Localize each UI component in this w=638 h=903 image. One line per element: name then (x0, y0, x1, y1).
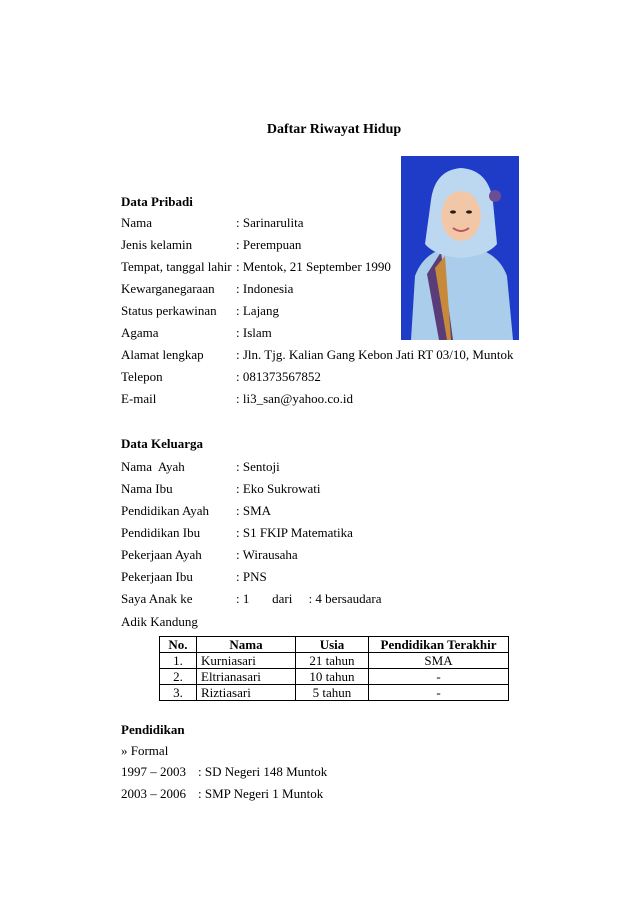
table-header-cell: Pendidikan Terakhir (369, 637, 509, 653)
page-title: Daftar Riwayat Hidup (266, 122, 402, 137)
row-label: Jenis kelamin (121, 237, 193, 252)
table-row (160, 653, 509, 669)
table-cell: 1. (160, 653, 197, 669)
row-label: Status perkawinan (121, 303, 217, 318)
table-cell: Kurniasari (197, 653, 296, 669)
row-label: Pekerjaan Ibu (121, 569, 193, 584)
table-cell: 2. (160, 669, 197, 685)
education-school: : SD Negeri 148 Muntok (198, 764, 328, 779)
row-label: Pendidikan Ibu (121, 525, 201, 540)
row-value: : Mentok, 21 September 1990 (236, 259, 391, 274)
row-label: Nama Ibu (121, 481, 173, 496)
table-cell: 10 tahun (296, 669, 369, 685)
table-cell: 21 tahun (296, 653, 369, 669)
table-cell: 3. (160, 685, 197, 701)
table-row (160, 669, 509, 685)
row-value: : Eko Sukrowati (236, 481, 321, 496)
row-label: Pendidikan Ayah (121, 503, 209, 518)
row-value: : 081373567852 (236, 369, 321, 384)
row-label: Nama (121, 215, 153, 230)
education-years: 2003 – 2006 (121, 786, 186, 801)
row-label: Alamat lengkap (121, 347, 204, 362)
row-value: : Jln. Tjg. Kalian Gang Kebon Jati RT 03/10, Muntok (236, 347, 514, 362)
pendidikan-formal-label: » Formal (121, 743, 169, 758)
siblings-table (159, 636, 509, 701)
row-value: : Sentoji (236, 459, 280, 474)
row-value: : SMA (236, 503, 272, 518)
row-value: : 1 dari : 4 bersaudara (236, 591, 382, 606)
table-cell: - (369, 669, 509, 685)
row-label: Tempat, tanggal lahir (121, 259, 232, 274)
table-header-cell: No. (160, 637, 197, 653)
row-value: : Wirausaha (236, 547, 298, 562)
table-cell: SMA (369, 653, 509, 669)
row-label: Saya Anak ke (121, 591, 193, 606)
table-cell: 5 tahun (296, 685, 369, 701)
row-value: : Perempuan (236, 237, 302, 252)
table-header-cell: Usia (296, 637, 369, 653)
education-school: : SMP Negeri 1 Muntok (198, 786, 324, 801)
row-value: : S1 FKIP Matematika (236, 525, 353, 540)
profile-photo (401, 156, 519, 340)
row-value: : li3_san@yahoo.co.id (236, 391, 354, 406)
table-row (160, 685, 509, 701)
row-label: Pekerjaan Ayah (121, 547, 202, 562)
row-value: : Islam (236, 325, 272, 340)
row-label: Agama (121, 325, 159, 340)
table-cell: Riztiasari (197, 685, 296, 701)
adik-kandung-label: Adik Kandung (121, 614, 198, 629)
row-label: Nama Ayah (121, 459, 185, 474)
portrait-image (401, 156, 519, 340)
row-label: Kewarganegaraan (121, 281, 215, 296)
education-years: 1997 – 2003 (121, 764, 186, 779)
row-value: : PNS (236, 569, 267, 584)
row-value: : Lajang (236, 303, 279, 318)
table-header-cell: Nama (197, 637, 296, 653)
row-label: Telepon (121, 369, 163, 384)
table-cell: Eltrianasari (197, 669, 296, 685)
row-value: : Indonesia (236, 281, 294, 296)
section-title-pendidikan: Pendidikan (121, 722, 185, 737)
row-value: : Sarinarulita (236, 215, 304, 230)
table-cell: - (369, 685, 509, 701)
row-label: E-mail (121, 391, 157, 406)
section-title-keluarga: Data Keluarga (121, 436, 203, 451)
table-header-row (160, 637, 509, 653)
section-title-pribadi: Data Pribadi (121, 194, 193, 209)
